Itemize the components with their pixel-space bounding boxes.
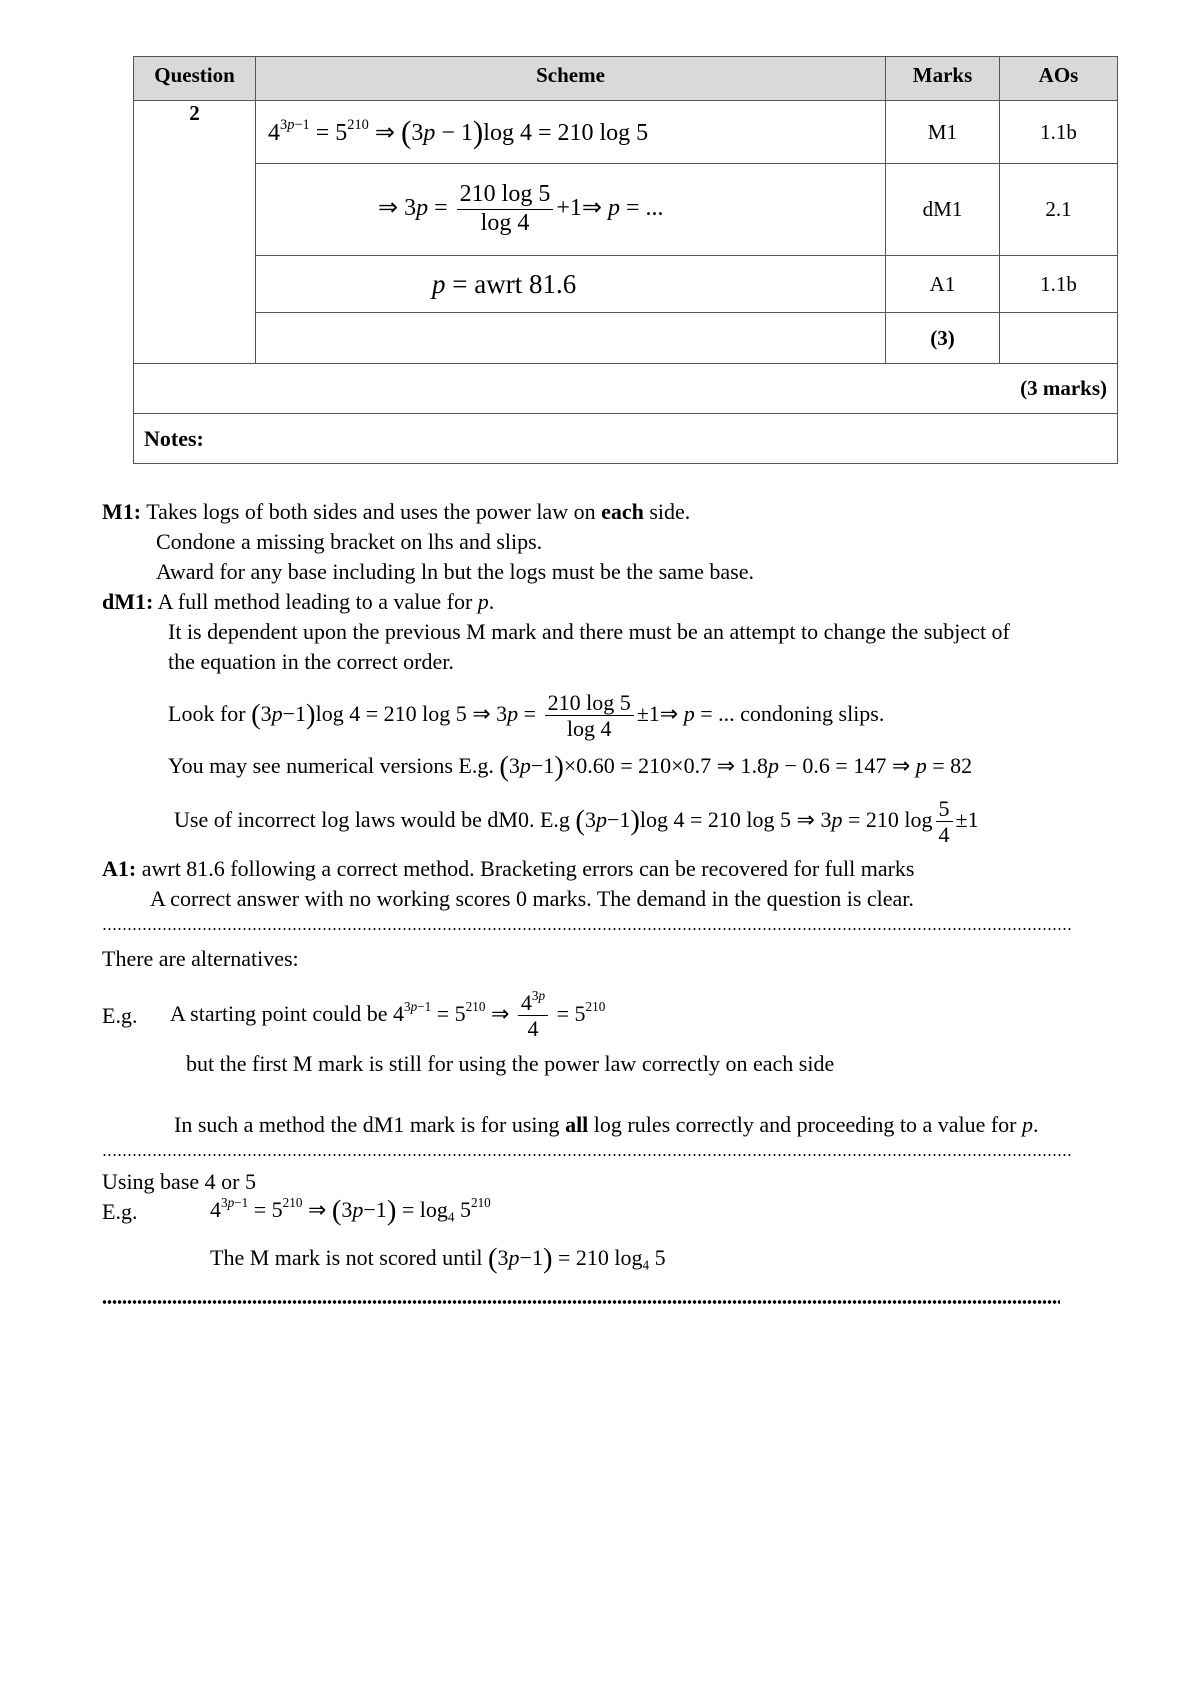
dotted-separator	[102, 928, 1072, 930]
table-row	[134, 256, 1118, 313]
table-row	[134, 101, 1118, 164]
mark-scheme-table	[133, 56, 1118, 464]
incorrect-text: Use of incorrect log laws would be dM0. E.g	[174, 806, 570, 832]
notes-row	[134, 414, 1118, 464]
heavy-dotted-separator	[102, 1300, 1060, 1304]
table-row	[134, 164, 1118, 256]
m1-text: Takes logs of both sides and uses the power law on	[146, 499, 596, 524]
mark-a1: A1	[886, 256, 1000, 313]
incorrect-line: Use of incorrect log laws would be dM0. E.g (3p−1)log 4 = 210 log 5 ⇒ 3p = 210 log $\frac{5}{4}$ ±1	[174, 796, 979, 848]
mark-dm1: dM1	[886, 164, 1000, 256]
header-row	[134, 57, 1118, 101]
a1-text: awrt 81.6 following a correct method. Bracketing errors can be recovered for full marks	[141, 856, 915, 881]
condoning-text: condoning slips.	[740, 700, 885, 726]
header-scheme: Scheme	[256, 57, 886, 101]
m-not-scored-text: The M mark is not scored until	[210, 1245, 483, 1270]
m1-note-line-3: Award for any base including ln but the logs must be the same base.	[156, 559, 754, 584]
m1-emphasis: each	[601, 499, 644, 524]
ao-m1: 1.1b	[1000, 101, 1118, 164]
m1-text-end: side.	[649, 499, 691, 524]
look-for-text: Look for	[168, 700, 246, 726]
scheme-step-2: ⇒ 3p = $\frac{210 \log 5}{\log 4}$ +1⇒ p = ...	[256, 164, 886, 256]
dm1-alt-line: In such a method the dM1 mark is for using all log rules correctly and proceeding to a value for p.	[174, 1112, 1039, 1137]
ao-empty	[1000, 313, 1118, 364]
alternatives-heading: There are alternatives:	[102, 946, 299, 971]
dm1-text: A full method leading to a value for	[157, 589, 473, 614]
m1-label: M1:	[102, 499, 142, 524]
base-heading: Using base 4 or 5	[102, 1169, 256, 1194]
first-m-mark-line: but the first M mark is still for using the power law correctly on each side	[186, 1051, 835, 1076]
scheme-step-1: $4^{3p-1} = 5^{210}$ ⇒ (3p − 1)log 4 = 210 log 5	[256, 101, 886, 164]
a1-note-line-1	[102, 855, 914, 883]
ao-dm1: 2.1	[1000, 164, 1118, 256]
scheme-step-3: p = awrt 81.6	[256, 256, 886, 313]
in-such-text: In such a method the dM1 mark is for using	[174, 1112, 560, 1137]
header-question: Question	[134, 57, 256, 101]
dm1-note-line-3: the equation in the correct order.	[168, 649, 454, 674]
eg-label-2: E.g.	[102, 1199, 138, 1224]
header-aos: AOs	[1000, 57, 1118, 101]
total-row	[134, 364, 1118, 414]
base-equation: $4^{3p-1} = 5^{210}$ ⇒ $(3p-1) = \log_4 5^{210}$	[210, 1195, 491, 1227]
numerical-text: You may see numerical versions E.g.	[168, 753, 494, 778]
starting-point-line: A starting point could be $4^{3p-1} = 5^{210}$ ⇒ $\frac{4^{3p}}{4}$ = $5^{210}$	[170, 988, 606, 1042]
mark-m1: M1	[886, 101, 1000, 164]
notes-label: Notes:	[134, 414, 1118, 464]
subtotal: (3)	[886, 313, 1000, 364]
m1-note-line-2: Condone a missing bracket on lhs and slips.	[156, 529, 543, 554]
starting-point-text: A starting point could be	[170, 1001, 388, 1026]
scheme-empty	[256, 313, 886, 364]
a1-label: A1:	[102, 856, 137, 881]
eg-label: E.g.	[102, 1003, 138, 1028]
dm1-note-line-2: It is dependent upon the previous M mark and there must be an attempt to change the subject of	[168, 619, 1010, 644]
table-row	[134, 313, 1118, 364]
look-for-line: Look for (3p−1)log 4 = 210 log 5 ⇒ 3p = $\frac{210 \log 5}{\log 4}$ ±1⇒ p = ... condoning slips.	[168, 690, 885, 742]
question-number: 2	[134, 101, 256, 364]
in-such-text-end: log rules correctly and proceeding to a value for	[593, 1112, 1017, 1137]
dm1-note-line-1: dM1: A full method leading to a value for p.	[102, 589, 495, 614]
m1-note-line-1	[102, 498, 690, 526]
numerical-line: You may see numerical versions E.g. (3p−1)×0.60 = 210×0.7 ⇒ 1.8p − 0.6 = 147 ⇒ p = 82	[168, 751, 973, 783]
m-not-scored-line: The M mark is not scored until (3p−1) = 210 $\log_4 5$	[210, 1243, 666, 1275]
all-emphasis: all	[565, 1112, 589, 1137]
header-marks: Marks	[886, 57, 1000, 101]
dm1-label: dM1:	[102, 589, 154, 614]
ao-a1: 1.1b	[1000, 256, 1118, 313]
a1-note-line-2: A correct answer with no working scores 0 marks. The demand in the question is clear.	[150, 886, 914, 911]
total-marks: (3 marks)	[134, 364, 1118, 414]
dotted-separator	[102, 1154, 1072, 1156]
